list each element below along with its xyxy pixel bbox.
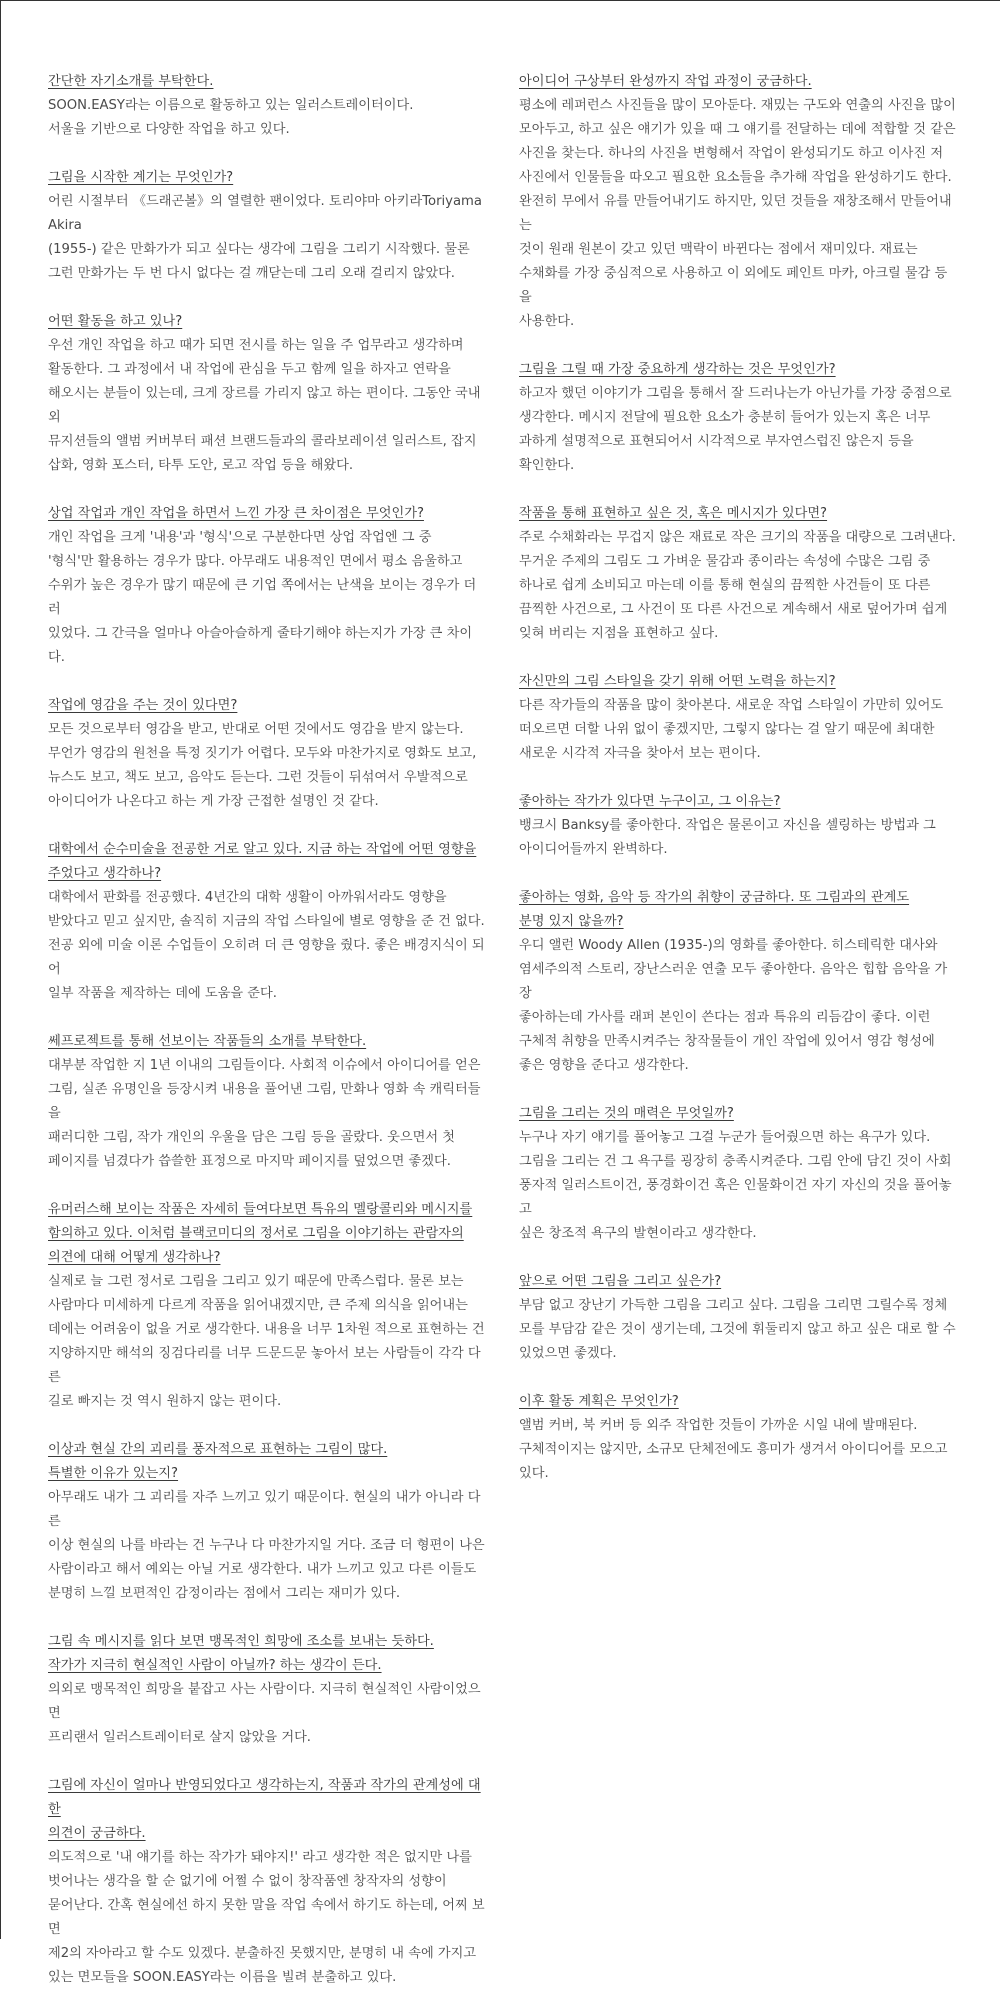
question: 그림을 시작한 계기는 무엇인가? xyxy=(48,170,234,185)
question: 그림 속 메시지를 읽다 보면 맹목적인 희망에 조소를 보내는 듯하다. 작가가 지극히 현실적인 사람이 아닐까? 하는 생각이 든다. xyxy=(48,1634,434,1673)
answer: 평소에 레퍼런스 사진들을 많이 모아둔다. 재밌는 구도와 연출의 사진을 많이 모아두고, 하고 싶은 얘기가 있을 때 그 얘기를 전달하는 데에 적합할 것 같은 사진을 찾는다. 하나의 사진을 변형해서 작업이 완성되기도 하고 이사진 저 사진에서 인물들을 따오고 필요한 요소들을 추가해 작업을 완성하기도 한다. 완전히 무에서 유를 만들어내기도 하지만, 있던 것들을 재창조해서 만들어내는 것이 원래 원본이 갖고 있던 맥락이 바뀐다는 점에서 재미있다. 재료는 수채화를 가장 중심적으로 사용하고 이 외에도 페인트 마카, 아크릴 물감 등을 사용한다. xyxy=(519,98,956,329)
question: 이상과 현실 간의 괴리를 풍자적으로 표현하는 그림이 많다. 특별한 이유가 있는지? xyxy=(48,1442,388,1481)
qa-block xyxy=(48,838,488,1006)
answer: 누구나 자기 얘기를 풀어놓고 그걸 누군가 들어줬으면 하는 욕구가 있다. 그림을 그리는 건 그 욕구를 굉장히 충족시켜준다. 그림 안에 담긴 것이 사회 풍자적 일러스트이건, 풍경화이건 혹은 인물화이건 자기 자신의 것을 풀어놓고 싶은 창조적 욕구의 발현이라고 생각한다. xyxy=(519,1130,952,1241)
right-column xyxy=(519,70,959,1510)
answer: 우디 앨런 Woody Allen (1935-)의 영화를 좋아한다. 히스테릭한 대사와 염세주의적 스토리, 장난스러운 연출 모두 좋아한다. 음악은 힙합 음악을 가장 좋아하는데 가사를 래퍼 본인이 쓴다는 점과 특유의 리듬감이 좋다. 이런 구체적 취향을 만족시켜주는 창작물들이 개인 작업에 있어서 영감 형성에 좋은 영향을 준다고 생각한다. xyxy=(519,938,948,1073)
qa-block xyxy=(48,166,488,286)
answer: 주로 수채화라는 무겁지 않은 재료로 작은 크기의 작품을 대량으로 그려낸다. 무거운 주제의 그림도 그 가벼운 물감과 종이라는 속성에 수많은 그림 중 하나로 쉽게 소비되고 마는데 이를 통해 현실의 끔찍한 사건들이 또 다른 끔찍한 사건으로, 그 사건이 또 다른 사건으로 계속해서 새로 덮어가며 쉽게 잊혀 버리는 지점을 표현하고 싶다. xyxy=(519,530,956,641)
qa-block xyxy=(519,790,959,862)
qa-block xyxy=(519,70,959,334)
qa-block xyxy=(48,502,488,670)
answer: 하고자 했던 이야기가 그림을 통해서 잘 드러나는가 아닌가를 가장 중점으로 생각한다. 메시지 전달에 필요한 요소가 충분히 들어가 있는지 혹은 너무 과하게 설명적으로 표현되어서 시각적으로 부자연스럽진 않은지 등을 확인한다. xyxy=(519,386,952,473)
question: 좋아하는 작가가 있다면 누구이고, 그 이유는? xyxy=(519,794,781,809)
question: 유머러스해 보이는 작품은 자세히 들여다보면 특유의 멜랑콜리와 메시지를 함의하고 있다. 이처럼 블랙코미디의 정서로 그림을 이야기하는 관람자의 의견에 대해 어떻게 생각하나? xyxy=(48,1202,473,1265)
question: 이후 활동 계획은 무엇인가? xyxy=(519,1394,679,1409)
question: 쎄프로젝트를 통해 선보이는 작품들의 소개를 부탁한다. xyxy=(48,1034,367,1049)
answer: 뱅크시 Banksy를 좋아한다. 작업은 물론이고 자신을 셀링하는 방법과 그 아이디어들까지 완벽하다. xyxy=(519,818,936,857)
qa-block xyxy=(519,1270,959,1366)
qa-block xyxy=(48,70,488,142)
question: 그림을 그릴 때 가장 중요하게 생각하는 것은 무엇인가? xyxy=(519,362,836,377)
answer: 부담 없고 장난기 가득한 그림을 그리고 싶다. 그림을 그리면 그릴수록 정체 모를 부담감 같은 것이 생기는데, 그것에 휘둘리지 않고 하고 싶은 대로 할 수 있었으면 좋겠다. xyxy=(519,1298,956,1361)
question: 어떤 활동을 하고 있나? xyxy=(48,314,183,329)
question: 아이디어 구상부터 완성까지 작업 과정이 궁금하다. xyxy=(519,74,812,89)
answer: 모든 것으로부터 영감을 받고, 반대로 어떤 것에서도 영감을 받지 않는다. 무언가 영감의 원천을 특정 짓기가 어렵다. 모두와 마찬가지로 영화도 보고, 뉴스도 보고, 책도 보고, 음악도 듣는다. 그런 것들이 뒤섞여서 우발적으로 아이디어가 나온다고 하는 게 가장 근접한 설명인 것 같다. xyxy=(48,722,477,809)
question: 앞으로 어떤 그림을 그리고 싶은가? xyxy=(519,1274,722,1289)
question: 작업에 영감을 주는 것이 있다면? xyxy=(48,698,238,713)
qa-block xyxy=(48,694,488,814)
qa-block xyxy=(48,1198,488,1414)
qa-block xyxy=(48,1030,488,1174)
answer: 우선 개인 작업을 하고 때가 되면 전시를 하는 일을 주 업무라고 생각하며 활동한다. 그 과정에서 내 작업에 관심을 두고 함께 일을 하자고 연락을 해오시는 분들이 있는데, 크게 장르를 가리지 않고 하는 편이다. 그동안 국내외 뮤지션들의 앨범 커버부터 패션 브랜드들과의 콜라보레이션 일러스트, 잡지 삽화, 영화 포스터, 타투 도안, 로고 작업 등을 해왔다. xyxy=(48,338,481,473)
qa-block xyxy=(519,1102,959,1246)
qa-block xyxy=(519,886,959,1078)
answer: 앨범 커버, 북 커버 등 외주 작업한 것들이 가까운 시일 내에 발매된다. 구체적이지는 않지만, 소규모 단체전에도 흥미가 생겨서 아이디어를 모으고 있다. xyxy=(519,1418,948,1481)
qa-block xyxy=(519,358,959,478)
left-column xyxy=(48,70,488,2014)
question: 상업 작업과 개인 작업을 하면서 느낀 가장 큰 차이점은 무엇인가? xyxy=(48,506,424,521)
answer: 대학에서 판화를 전공했다. 4년간의 대학 생활이 아까워서라도 영향을 받았다고 믿고 싶지만, 솔직히 지금의 작업 스타일에 별로 영향을 준 건 없다. 전공 외에 미술 이론 수업들이 오히려 더 큰 영향을 줬다. 좋은 배경지식이 되어 일부 작품을 제작하는 데에 도움을 준다. xyxy=(48,890,485,1001)
question: 좋아하는 영화, 음악 등 작가의 취향이 궁금하다. 또 그림과의 관계도 분명 있지 않을까? xyxy=(519,890,910,929)
qa-block xyxy=(48,1438,488,1606)
qa-block xyxy=(48,1774,488,1990)
answer: 대부분 작업한 지 1년 이내의 그림들이다. 사회적 이슈에서 아이디어를 얻은 그림, 실존 유명인을 등장시켜 내용을 풀어낸 그림, 만화나 영화 속 캐릭터들을 패러디한 그림, 작가 개인의 우울을 담은 그림 등을 골랐다. 웃으면서 첫 페이지를 넘겼다가 씁쓸한 표정으로 마지막 페이지를 덮었으면 좋겠다. xyxy=(48,1058,481,1169)
qa-block xyxy=(519,670,959,766)
question: 작품을 통해 표현하고 싶은 것, 혹은 메시지가 있다면? xyxy=(519,506,828,521)
answer: 의도적으로 '내 얘기를 하는 작가가 돼야지!' 라고 생각한 적은 없지만 나를 벗어나는 생각을 할 순 없기에 어쩔 수 없이 창작품엔 창작자의 성향이 묻어난다. 간혹 현실에선 하지 못한 말을 작업 속에서 하기도 하는데, 어찌 보면 제2의 자아라고 할 수도 있겠다. 분출하진 못했지만, 분명히 내 속에 가지고 있는 면모들을 SOON.EASY라는 이름을 빌려 분출하고 있다. xyxy=(48,1850,485,1985)
qa-block xyxy=(48,310,488,478)
question: 자신만의 그림 스타일을 갖기 위해 어떤 노력을 하는지? xyxy=(519,674,836,689)
qa-block xyxy=(519,502,959,646)
answer: 개인 작업을 크게 '내용'과 '형식'으로 구분한다면 상업 작업엔 그 중 '형식'만 활용하는 경우가 많다. 아무래도 내용적인 면에서 평소 음울하고 수위가 높은 경우가 많기 때문에 큰 기업 쪽에서는 난색을 보이는 경우가 더러 있었다. 그 간극을 얼마나 아슬아슬하게 줄타기해야 하는지가 가장 큰 차이다. xyxy=(48,530,477,665)
answer: SOON.EASY라는 이름으로 활동하고 있는 일러스트레이터이다. 서울을 기반으로 다양한 작업을 하고 있다. xyxy=(48,98,414,137)
answer: 다른 작가들의 작품을 많이 찾아본다. 새로운 작업 스타일이 가만히 있어도 떠오르면 더할 나위 없이 좋겠지만, 그렇지 않다는 걸 알기 때문에 최대한 새로운 시각적 자극을 찾아서 보는 편이다. xyxy=(519,698,944,761)
qa-block xyxy=(48,1630,488,1750)
question: 그림을 그리는 것의 매력은 무엇일까? xyxy=(519,1106,734,1121)
answer: 의외로 맹목적인 희망을 붙잡고 사는 사람이다. 지극히 현실적인 사람이었으면 프리랜서 일러스트레이터로 살지 않았을 거다. xyxy=(48,1682,481,1745)
answer: 아무래도 내가 그 괴리를 자주 느끼고 있기 때문이다. 현실의 내가 아니라 다른 이상 현실의 나를 바라는 건 누구나 다 마찬가지일 거다. 조금 더 형편이 나은 사람이라고 해서 예외는 아닐 거로 생각한다. 내가 느끼고 있고 다른 이들도 분명히 느낄 보편적인 감정이라는 점에서 그리는 재미가 있다. xyxy=(48,1490,485,1601)
answer: 실제로 늘 그런 정서로 그림을 그리고 있기 때문에 만족스럽다. 물론 보는 사람마다 미세하게 다르게 작품을 읽어내겠지만, 큰 주제 의식을 읽어내는 데에는 어려움이 없을 거로 생각한다. 내용을 너무 1차원 적으로 표현하는 건 지양하지만 해석의 징검다리를 너무 드문드문 놓아서 보는 사람들이 각각 다른 길로 빠지는 것 역시 원하지 않는 편이다. xyxy=(48,1274,485,1409)
answer: 어린 시절부터 《드래곤볼》의 열렬한 팬이었다. 토리야마 아키라Toriyama Akira (1955-) 같은 만화가가 되고 싶다는 생각에 그림을 그리기 시작했다. 물론 그런 만화가는 두 번 다시 없다는 걸 깨닫는데 그리 오래 걸리지 않았다. xyxy=(48,194,482,281)
qa-block xyxy=(519,1390,959,1486)
question: 그림에 자신이 얼마나 반영되었다고 생각하는지, 작품과 작가의 관계성에 대한 의견이 궁금하다. xyxy=(48,1778,481,1841)
question: 간단한 자기소개를 부탁한다. xyxy=(48,74,214,89)
question: 대학에서 순수미술을 전공한 거로 알고 있다. 지금 하는 작업에 어떤 영향을 주었다고 생각하나? xyxy=(48,842,477,881)
